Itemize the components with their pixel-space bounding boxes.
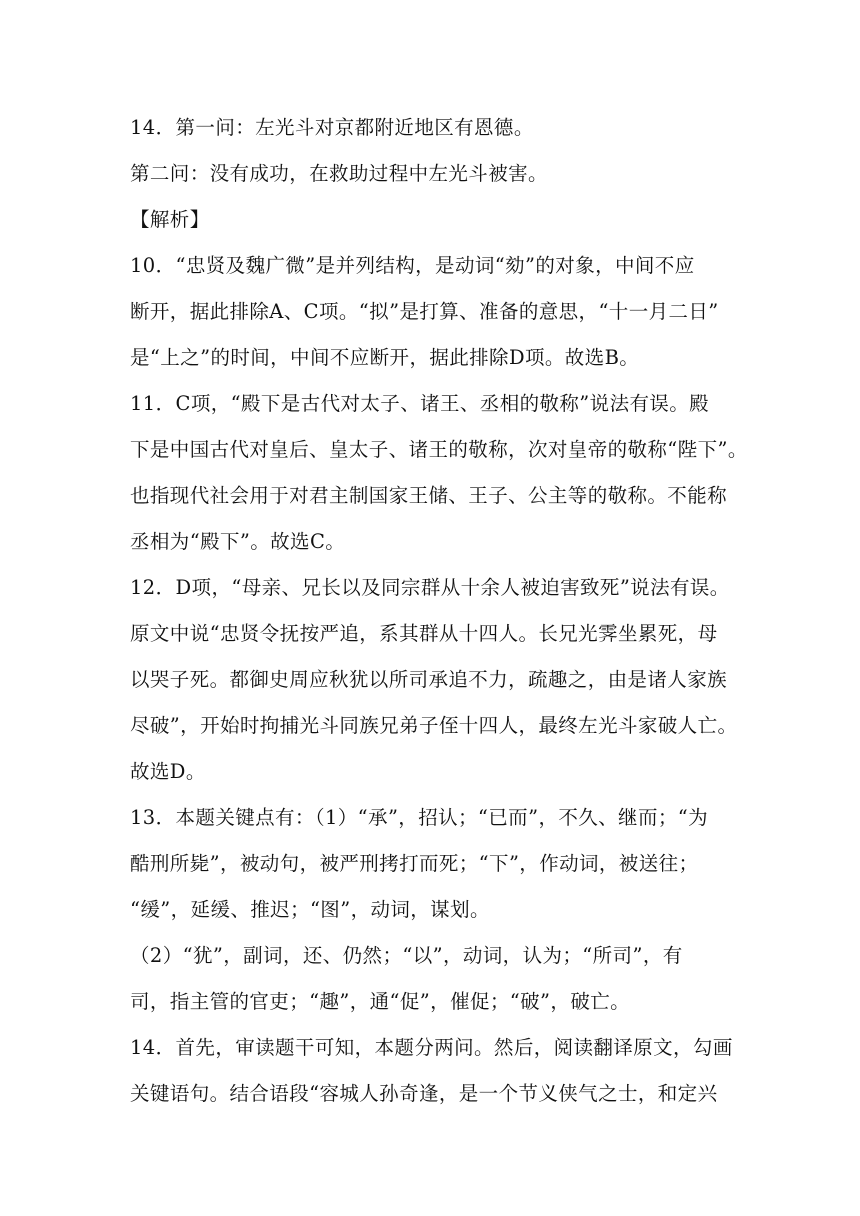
analysis-heading: 【解析】 bbox=[130, 208, 210, 231]
analysis-11-line-4: 丞相为“殿下”。故选C。 bbox=[130, 530, 346, 553]
answer-14-line-2: 第二问：没有成功，在救助过程中左光斗被害。 bbox=[130, 162, 548, 185]
analysis-12-line-1: 12．D项，“母亲、兄长以及同宗群从十余人被迫害致死”说法有误。 bbox=[130, 576, 730, 599]
analysis-13-line-1: 13．本题关键点有：（1）“承”，招认；“已而”，不久、继而；“为 bbox=[130, 806, 709, 829]
analysis-11-line-3: 也指现代社会用于对君主制国家王储、王子、公主等的敬称。不能称 bbox=[130, 484, 728, 507]
analysis-13-line-4: （2）“犹”，副词，还、仍然；“以”，动词，认为；“所司”，有 bbox=[130, 944, 683, 967]
analysis-10-line-3: 是“上之”的时间，中间不应断开，据此排除D项。故选B。 bbox=[130, 346, 640, 369]
analysis-11-line-2: 下是中国古代对皇后、皇太子、诸王的敬称，次对皇帝的敬称“陛下”。 bbox=[130, 438, 748, 461]
analysis-10-line-1: 10．“忠贤及魏广微”是并列结构，是动词“劾”的对象，中间不应 bbox=[130, 254, 695, 277]
analysis-14-line-1: 14．首先，审读题干可知，本题分两问。然后，阅读翻译原文，勾画 bbox=[130, 1036, 733, 1059]
analysis-11-line-1: 11．C项，“殿下是古代对太子、诸王、丞相的敬称”说法有误。殿 bbox=[130, 392, 710, 415]
analysis-10-line-2: 断开，据此排除A、C项。“拟”是打算、准备的意思，“十一月二日” bbox=[130, 300, 719, 323]
analysis-12-line-3: 以哭子死。都御史周应秋犹以所司承追不力，疏趣之，由是诸人家族 bbox=[130, 668, 728, 691]
analysis-12-line-2: 原文中说“忠贤令抚按严追，系其群从十四人。长兄光霁坐累死，母 bbox=[130, 622, 718, 645]
analysis-12-line-4: 尽破”，开始时拘捕光斗同族兄弟子侄十四人，最终左光斗家破人亡。 bbox=[130, 714, 738, 737]
analysis-12-line-5: 故选D。 bbox=[130, 760, 206, 783]
analysis-13-line-2: 酷刑所毙”，被动句，被严刑拷打而死；“下”，作动词，被送往； bbox=[130, 852, 699, 875]
analysis-13-line-5: 司，指主管的官吏；“趣”，通“促”，催促；“破”，破亡。 bbox=[130, 990, 631, 1013]
analysis-13-line-3: “缓”，延缓、推迟；“图”，动词，谋划。 bbox=[130, 898, 490, 921]
answer-14-line-1: 14．第一问：左光斗对京都附近地区有恩德。 bbox=[130, 116, 534, 139]
analysis-14-line-2: 关键语句。结合语段“容城人孙奇逢，是一个节义侠气之士，和定兴 bbox=[130, 1082, 718, 1105]
